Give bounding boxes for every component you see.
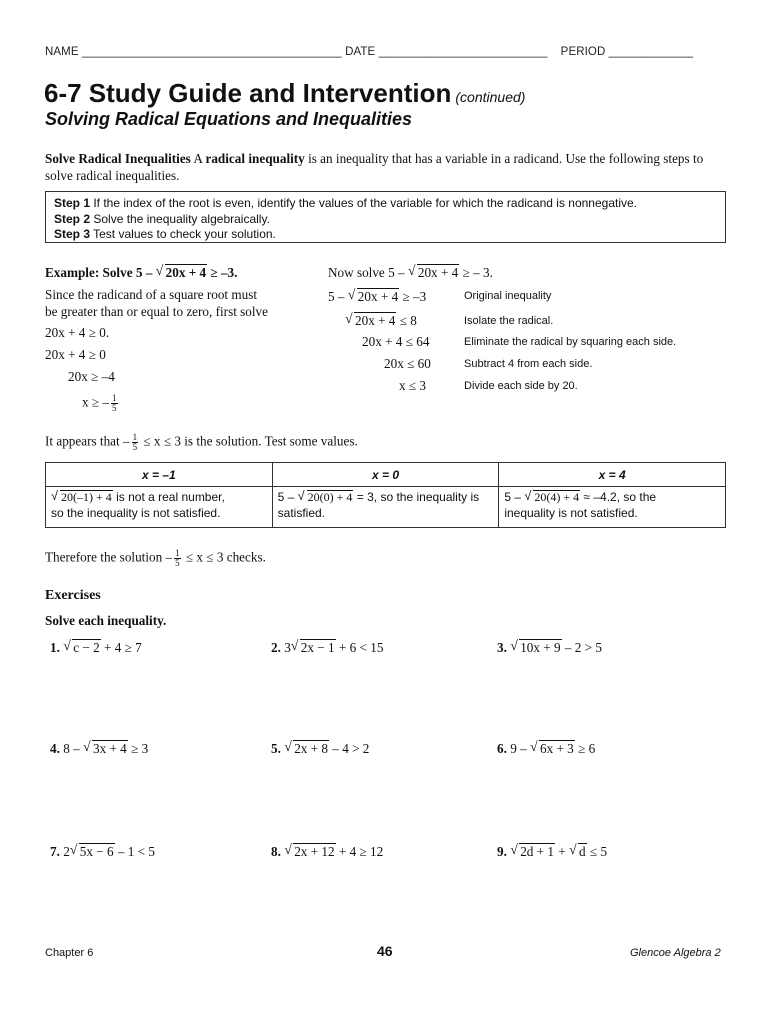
exercise-radicand: 2d + 1 [520,844,554,859]
exercise-item [50,843,155,860]
cell-post: is not a real number, [112,490,225,504]
exercise-number: 3. [497,640,507,655]
cell-post: ≈ –4.2, so the [580,490,657,504]
right-row-4-note: Subtract 4 from each side. [464,358,593,370]
page-subtitle: Solving Radical Equations and Inequalities [45,109,413,129]
intro-text-a: A [190,151,206,166]
test-values-table [45,462,726,528]
example-prompt [45,264,237,281]
exercise-pre: 2 [59,844,70,859]
exercise-radicand: 10x + 9 [520,640,561,655]
example-left-line-2: 20x + 4 ≥ 0 [45,347,106,362]
radical [408,264,459,281]
table-cell [46,487,273,528]
right-row-5-math [399,378,426,394]
radical [569,843,587,860]
right-row-1-a: 5 – [328,289,348,304]
radical [524,489,580,505]
step-3 [54,227,717,243]
appears-line [45,433,358,452]
right-intro-b: ≥ – 3. [459,265,493,280]
example-left-line-1: 20x + 4 ≥ 0. [45,325,110,340]
exercise-post: + [555,844,570,859]
date-label: DATE [345,46,376,58]
step-1-text: If the index of the root is even, identify the values of the variable for which the radicand is nonnegative. [90,196,638,210]
footer-book: Glencoe Algebra 2 [630,947,721,959]
table-cell [499,487,726,528]
page-title [44,78,525,109]
example-left-line-3: 20x ≥ –4 [68,369,115,384]
right-row-2-math [345,312,417,329]
right-row-2-radicand: 20x + 4 [355,313,396,328]
radical [284,740,329,757]
exercise-post: – 1 < 5 [114,844,155,859]
exercise-number: 8. [271,844,281,859]
radical [83,740,128,757]
right-row-3-math [362,334,429,350]
right-row-2-note: Isolate the radical. [464,315,554,327]
example-prompt-radicand: 20x + 4 [165,265,207,280]
table-row [46,487,726,528]
radical [284,843,335,860]
radical [70,843,115,860]
fraction-numerator: 1 [132,432,138,442]
right-row-3-a: 20x + 4 [362,334,403,349]
cell-pre: 5 – [504,490,525,504]
exercise-post: + 6 < 15 [335,640,384,655]
fraction [132,433,139,452]
exercise-post: + 4 ≥ 12 [335,844,384,859]
right-row-3-b: ≤ 64 [402,334,430,349]
period-label: PERIOD [560,46,606,58]
appears-a: It appears that – [45,433,130,449]
step-3-text: Test values to check your solution. [90,227,276,241]
exercise-item [50,639,142,656]
intro-text-b: is an inequality that has a variable in a radicand. Use the following steps to solve radical inequalities. [45,151,704,183]
right-row-4-math [384,356,431,372]
step-1-label: Step 1 [54,196,91,210]
example-left-last: x ≥ – [82,394,110,410]
exercise-post: + 4 ≥ 7 [100,640,142,655]
exercise-item [271,639,383,656]
exercise-item [497,843,607,860]
step-2-label: Step 2 [54,211,91,226]
fraction [174,549,181,568]
cell-line2: inequality is not satisfied. [504,506,638,520]
right-row-5-b: ≤ 3 [405,378,427,393]
right-row-5-a: x [399,378,406,393]
example-left-line-4 [82,394,120,413]
exercise-pre: 3 [280,640,291,655]
radical [345,312,396,329]
appears-b: ≤ x ≤ 3 is the solution. Test some values. [140,433,358,449]
title-text: 6-7 Study Guide and Intervention [44,78,452,108]
table-header: x = –1 [46,463,273,487]
step-2-text: Solve the inequality algebraically. [90,211,270,226]
exercise-number: 5. [271,741,281,756]
name-blank: ________________________________________ [81,46,342,58]
radical [51,489,113,505]
radical [510,639,561,656]
table-cell [272,487,499,528]
exercise-post: ≥ 6 [574,741,596,756]
exercise-radicand: 3x + 4 [92,741,127,756]
table-header-row [46,463,726,487]
radical [63,639,100,656]
exercise-radicand: 6x + 3 [539,741,574,756]
exercise-number: 1. [50,640,60,655]
cell-line2: satisfied. [277,506,326,520]
step-3-label: Step 3 [54,227,91,241]
table-header: x = 0 [272,463,499,487]
fraction [111,394,118,413]
exercise-item [497,639,602,656]
step-2 [54,212,717,228]
right-row-1-note: Original inequality [464,290,552,302]
exercise-radicand: d [579,844,586,859]
radical [348,288,399,305]
fraction-denominator: 5 [112,403,117,413]
step-1 [54,196,717,212]
exercise-radicand: 2x − 1 [300,640,335,655]
example-text-1: Since the radicand of a square root must [45,287,258,302]
name-label: NAME [45,46,79,58]
fraction-numerator: 1 [112,393,117,403]
date-blank: __________________________ [378,46,548,58]
footer-page-number: 46 [377,943,393,959]
exercise-radicand: c − 2 [73,640,100,655]
exercise-radicand: 2x + 8 [294,741,328,756]
right-row-1-radicand: 20x + 4 [357,289,399,304]
exercise-number: 6. [497,741,507,756]
exercise-post: – 2 > 5 [561,640,602,655]
exercise-post: ≥ 3 [127,741,149,756]
cell-line2: so the inequality is not satisfied. [51,506,221,520]
fraction-denominator: 5 [175,558,180,568]
exercise-pre: 8 – [59,741,83,756]
right-row-2-b: ≤ 8 [396,313,417,328]
right-row-5-note: Divide each side by 20. [464,380,578,392]
exercise-item [50,740,148,757]
footer-chapter: Chapter 6 [45,947,94,959]
cell-radicand: 20(0) + 4 [307,490,353,504]
radical [291,639,336,656]
exercises-heading: Exercises [45,588,101,603]
example-prompt-a: Example: Solve 5 – [45,265,156,280]
exercise-item [271,740,369,757]
intro-term: radical inequality [205,151,305,166]
exercise-radicand: 5x − 6 [79,844,114,859]
right-row-1-b: ≥ –3 [399,289,427,304]
steps-box [45,191,726,243]
cell-radicand: 20(–1) + 4 [61,490,112,504]
exercise-number: 7. [50,844,60,859]
right-row-3-note: Eliminate the radical by squaring each side. [464,336,677,348]
header-fields [45,46,693,58]
right-row-4-a: 20x [384,356,404,371]
right-row-4-b: ≤ 60 [403,356,431,371]
therefore-line [45,549,266,568]
right-intro-a: Now solve 5 – [328,265,408,280]
exercise-item [271,843,383,860]
example-prompt-b: ≥ –3. [207,265,238,280]
radical [298,489,354,505]
exercises-instruction: Solve each inequality. [45,613,167,628]
exercise-number: 2. [271,640,281,655]
table-header: x = 4 [499,463,726,487]
radical [530,740,575,757]
cell-radicand: 20(4) + 4 [534,490,580,504]
right-row-1-math [328,288,426,305]
fraction-numerator: 1 [175,548,180,558]
exercise-radicand: 2x + 12 [294,844,335,859]
right-intro-radicand: 20x + 4 [417,265,459,280]
title-suffix: (continued) [455,89,526,105]
exercise-pre: 9 – [506,741,530,756]
radical [156,264,207,281]
exercise-post: – 4 > 2 [329,741,370,756]
exercise-number: 4. [50,741,60,756]
intro-heading: Solve Radical Inequalities [45,151,191,166]
cell-pre: 5 – [277,490,298,504]
therefore-a: Therefore the solution – [45,549,173,565]
cell-post: = 3, so the inequality is [353,490,480,504]
radical [510,843,555,860]
exercise-number: 9. [497,844,507,859]
exercise-item [497,740,595,757]
example-text-2: be greater than or equal to zero, first solve [45,304,268,319]
therefore-b: ≤ x ≤ 3 checks. [182,549,266,565]
fraction-denominator: 5 [132,442,138,452]
exercise-post: ≤ 5 [586,844,608,859]
intro-paragraph [45,150,725,184]
period-blank: _____________ [608,46,694,58]
example-right-intro [328,264,493,281]
